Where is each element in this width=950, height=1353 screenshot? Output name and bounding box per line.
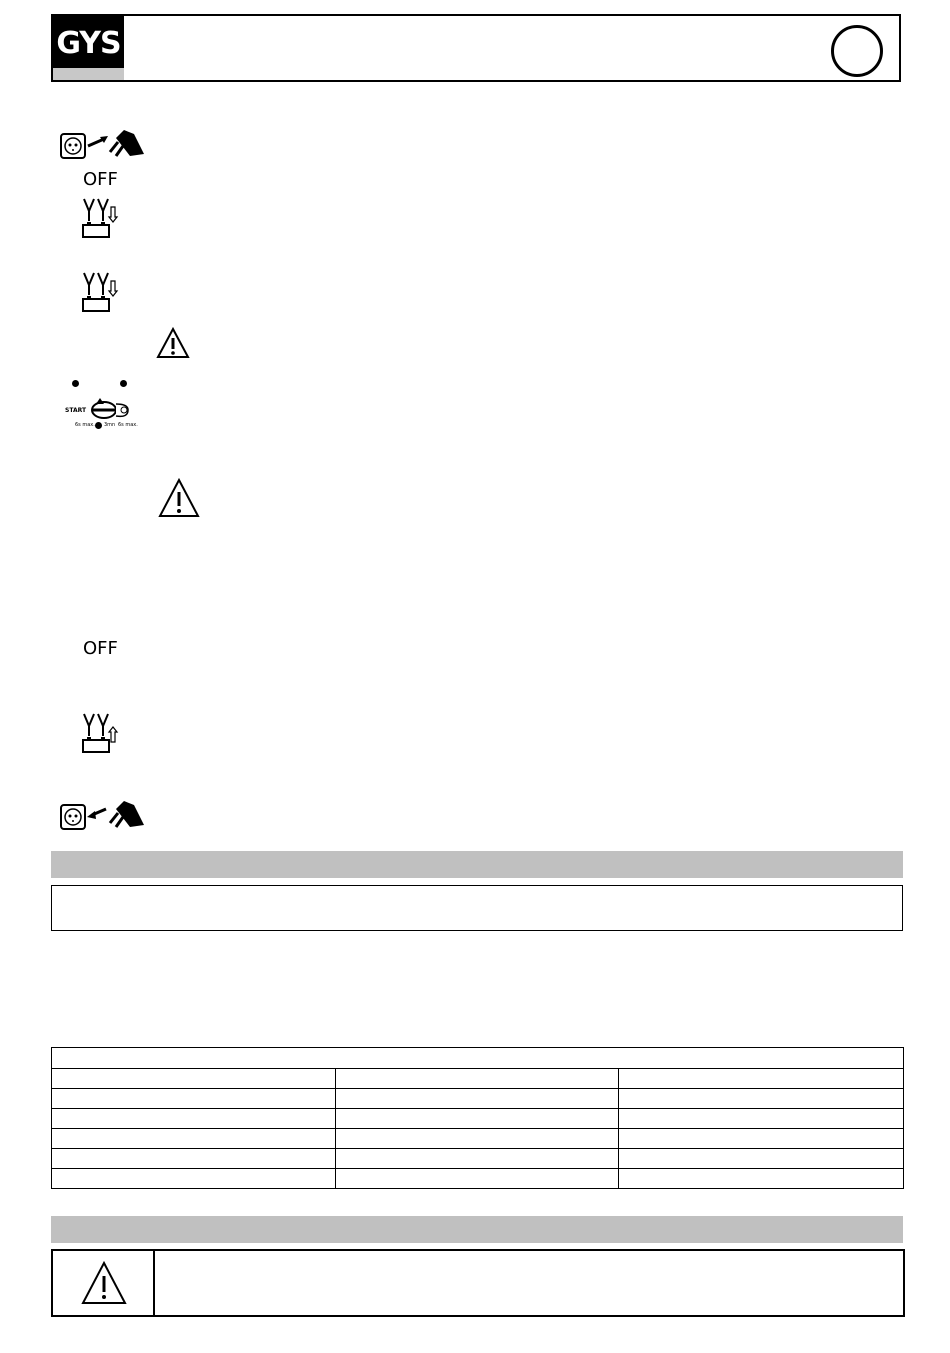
battery-clamps-connect-icon <box>80 197 122 244</box>
table-header-cell <box>52 1048 904 1069</box>
warning-triangle-icon <box>81 1261 127 1310</box>
logo-text: GYS <box>56 26 121 61</box>
ignition-key-start-icon <box>60 396 150 430</box>
section-header-bar <box>51 1216 903 1243</box>
battery-clamps-connect-icon <box>80 271 122 318</box>
dot-marker <box>95 422 102 429</box>
start-label: START <box>65 407 87 414</box>
spec-table <box>51 1047 904 1189</box>
time-label: 6s max. <box>75 422 95 428</box>
table-row <box>52 1089 904 1109</box>
table-row <box>52 1129 904 1149</box>
warning-box-divider <box>153 1251 155 1315</box>
table-row <box>52 1109 904 1129</box>
dot-marker <box>120 380 127 387</box>
table-row <box>52 1169 904 1189</box>
section-header-bar <box>51 851 903 878</box>
warning-triangle-icon <box>158 478 200 523</box>
off-label: OFF <box>83 169 118 190</box>
info-box <box>51 885 903 931</box>
warning-triangle-icon <box>156 327 190 364</box>
battery-clamps-disconnect-icon <box>80 712 122 759</box>
warning-box <box>51 1249 905 1317</box>
table-row <box>52 1149 904 1169</box>
table-row <box>52 1069 904 1089</box>
socket-plug-in-icon <box>60 128 146 165</box>
language-circle-icon <box>831 25 883 77</box>
page-header <box>51 14 901 82</box>
time-label: 6s max. <box>118 422 138 428</box>
dot-marker <box>72 380 79 387</box>
off-label: OFF <box>83 638 118 659</box>
socket-plug-out-icon <box>60 799 146 836</box>
time-label: 3mn <box>104 422 116 428</box>
gys-logo <box>53 16 124 80</box>
